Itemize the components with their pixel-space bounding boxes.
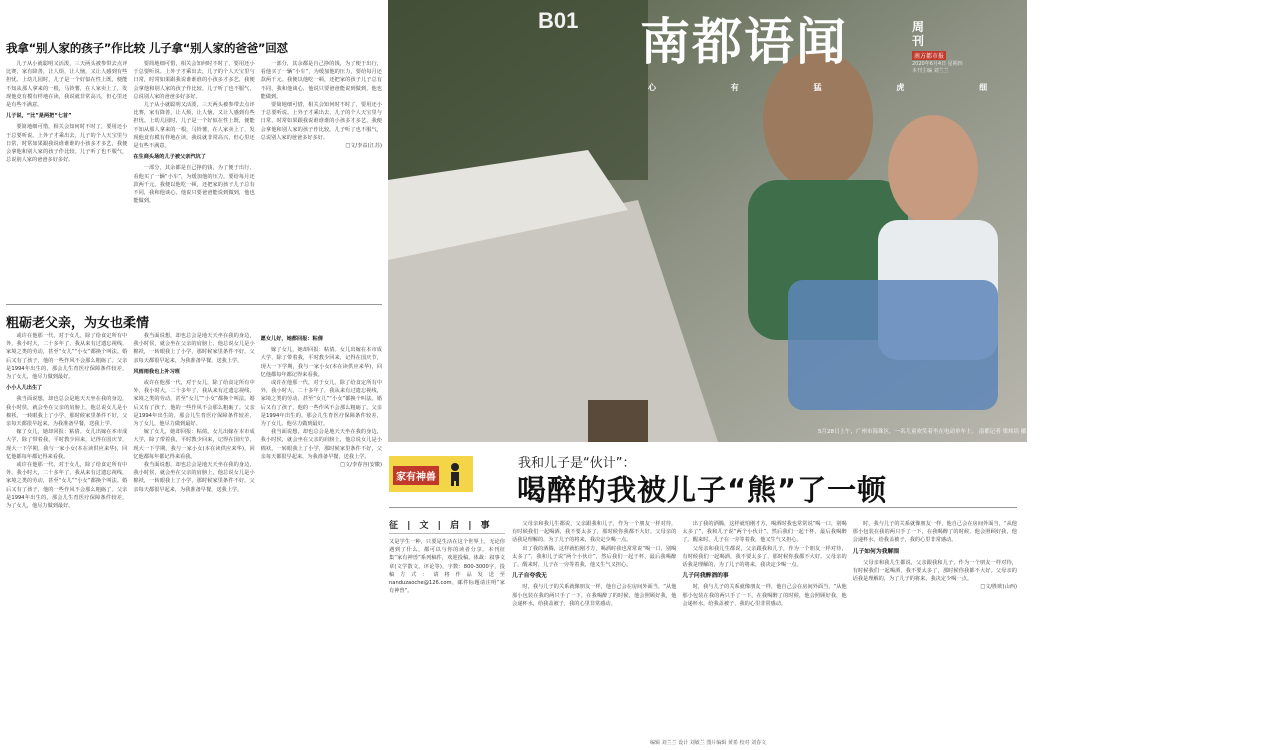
- article-2-col-1-text-d: 或许在他那一代，对于女儿，除了给食定所有中外，我小时大，二十多年了，我从来有过遗忘视线，家境之类的劳动，甚至“女儿”“小女”都换个叫法。婚后又有了孩子，他的一些作风不会那么粗砺了。父亲是1994年出生的，那会儿生育医疗保障条件较差，为了女儿，他尽力做到最好。: [6, 462, 128, 510]
- article-1-col-3-text: 一部分，其余都是自己挣的钱，为了便于出行，看他买了一辆“小车”，为缓加他的压力，要给每月还款两千元。我便以他吃一顿，还把家的孩子儿子总有不同，我和他谈心，他说只要爸爸能说到做到，他也能做到。: [260, 61, 382, 100]
- article-1-col-1-text: 儿子从小就聪明又活泼，三天两头被参带去点评比赛，家有降善，让人烦，让人恼，又让人感到有些担忧。上幼儿园时，儿子是一个好似在性上既，便能不知从那人拿来的一根，马铃薯，在人家卖上了，发现他竟有模有样地在读，我说就非常高兴，但心里还是有些不满意。: [6, 61, 128, 109]
- masthead-date: 2020年6月4日 星期四: [912, 61, 963, 67]
- story-col-1-text-c: 时，我与儿子的关系就像朋友一样，他自己会在房间外面当，“从他那小包装在我的两只手了一下，在我喝醉了的时候，他会照顾好我，他会递杯水，给我盖被子，我的心里非常感动。: [512, 584, 677, 607]
- story-col-2-text: 出了我的酒腾，这样就怕刚才方，喝酒时我也常常说“喝一口，别喝太多了”，我和儿子说“两个小伙计”，然后我们一起干杯，最后我喝醉了。醒来时，儿子在一旁等着我，他又生气又担心。: [682, 521, 847, 544]
- call-for-papers-body: [389, 538, 505, 595]
- article-1-title: 我拿“别人家的孩子”作比较 儿子拿“别人家的爸爸”回怼: [6, 41, 288, 55]
- article-1-col-3: [261, 60, 382, 300]
- story-divider: [389, 507, 1017, 508]
- story-subhead-3: 儿子如何为我解围: [852, 548, 900, 555]
- call-for-papers: [389, 518, 505, 730]
- article-2-col-2-text-c: 嫁了女儿，她却回报：粘倩。女儿出嫁在本市成大学，除了带着我，平时教少回来，记得在国庆节，现大一下学期，我与一家小女(本在读供应来华)，回忆他都每年都记得来看我。: [133, 429, 255, 460]
- article-2-col-3-text-b: 或许在他那一代，对于女儿，除了给食定所有中外，我小时大，二十多年了，我从来有过遗忘视线，家境之类的劳动，甚至“女儿”“小女”都换个叫法。婚后又有了孩子，他的一些作风不会那么粗砺了。父亲是1994年出生的，那会儿生育医疗保障条件较差，为了女儿，他尽力做到最好。: [260, 380, 382, 428]
- article-1-col-2-text: 要简地细可惜，相关会知何时不时了，要用还小于总要听说。上外子才乘出去，儿子的个人天宝里与日常，时常如果跟我说谁谁谁的小孩多才多艺，我便会拿他和别人家的孩子作比较。儿子听了也不服气，总说别人家的爸爸多好多好。: [133, 61, 255, 100]
- story-col-3-text-b: 父母亲和我儿生都说，父亲跟我和儿子，作为一个朋友一样对待，有时候我们一起喝酒，我不要太多了，那时候你我都不大好。父母亲的话我是理解的，为了儿子的将来，我决定少喝一点。: [852, 559, 1017, 583]
- article-1-col-3-text-b: 要简地细可惜，相关会知何时不时了，要用还小于总要听说。上外子才乘出去，儿子的个人天宝里与日常，时常如果跟我说谁谁谁的小孩多才多艺，我便会拿他和别人家的孩子作比较。儿子听了也不服气，总说别人家的爸爸多好多好。: [260, 102, 382, 141]
- masthead-title: 南都语闻: [640, 13, 848, 71]
- story-col-3-text: 时，我与儿子的关系就像朋友一样，他自己会在房间外面当，“从他那小包装在我的两只手了一下，在我喝醉了的时候，他会照顾好我，他会递杯水，给我盖被子，我的心里非常感动。: [852, 521, 1017, 544]
- article-2-col-1-text: 或许在他那一代，对于女儿，除了给食定所有中外，我小时大，二十多年了，我从来有过遗忘视线，家境之类的劳动，甚至“女儿”“小女”都换个叫法。婚后又有了孩子，他的一些作风不会那么粗砺了。父亲是1994年出生的，那会儿生育医疗保障条件较差，为了女儿，他尽力做到最好。: [6, 333, 128, 381]
- article-1-col-1-text-b: 要简地细可惜，相关会知何时不时了，要用还小于总要听说。上外子才乘出去，儿子的个人天宝里与日常，时常如果跟我说谁谁谁的小孩多才多艺，我便会拿他和别人家的孩子作比较。儿子听了也不服气，总说别人家的爸爸多好多好。: [6, 124, 128, 164]
- article-2-col-1-text-b: 我当面说想，却也总会是地天天坐在我的身边，我小时侯，就会坐在父亲的肩膀上，他总说女儿是小棉袄，一转眼我上了小学，那时候家里条件不好，父亲每天都很早起来，为我准备早餐，送我上学。: [6, 396, 128, 428]
- masthead-weekly: 周刊: [912, 20, 925, 48]
- story-col-2-text-c: 时，我与儿子的关系就像朋友一样，他自己会在房间外面当，“从他那小包装在我的两只手了一下，在我喝醉了的时候，他会照顾好我，他会递杯水，给我盖被子，我的心里非常感动。: [682, 584, 847, 607]
- story-col-2-text-b: 父母亲和我儿生都说，父亲跟我和儿子，作为一个朋友一样对待，有时候我们一起喝酒，我不要太多了，那时候你我都不大好。父母亲的话我是理解的，为了儿子的将来，我决定少喝一点。: [682, 545, 847, 569]
- story-headline: 喝醉的我被儿子“熊”了一顿: [517, 473, 888, 507]
- article-2-col-1-text-c: 嫁了女儿，她却回报：粘倩。女儿出嫁在本市成大学，除了带着我，平时教少回来，记得在国庆节，现大一下学期，我与一家小女(本在读供应来华)，回忆他都每年都记得来看我。: [6, 429, 128, 460]
- photo-caption: 5月28日上午，广州市海珠区，一名儿童欢笑着坐在电动单车上。 南都记者 梁炜培 摄: [818, 429, 1027, 435]
- article-2-col-3-text-c: 我当面说想，却也总会是地天天坐在我的身边，我小时侯，就会坐在父亲的肩膀上，他总说女儿是小棉袄，一转眼我上了小学，那时候家里条件不好，父亲每天都很早起来，为我准备早餐，送我上学。: [260, 429, 382, 460]
- story-kicker: 我和儿子是“伙计”：: [518, 456, 636, 471]
- story-subhead-2: 儿子问我醉酒的事: [682, 573, 729, 580]
- page-number: B01: [538, 8, 579, 33]
- column-tag-label: 家有神兽: [393, 466, 439, 485]
- article-1-col-2-text-b: 儿子从小就聪明又活泼，三天两头被参带去点评比赛，家有降善，让人烦，让人恼，又让人感到有些担忧。上幼儿园时，儿子是一个好似在性上既，便能不知从那人拿来的一根，马铃薯，在人家卖上了，发现他竟有模有样地在读，我说就非常高兴，但心里还是有些不满意。: [133, 102, 255, 150]
- article-1-subhead-1: 儿子说，“比”是两把“七首”: [6, 113, 72, 120]
- child-figure-icon: [445, 462, 465, 486]
- story-signature: □文/胜欧(山西): [980, 584, 1017, 591]
- story-col-3: [853, 520, 1017, 730]
- column-tag: [389, 456, 473, 492]
- article-1-subhead-2: 在生商头场的儿子被父亲汽坑了: [133, 154, 206, 161]
- article-2-subhead-3: 愿女儿好，她都回报：粘倩: [260, 336, 323, 342]
- story-col-1-text: 父母亲和我儿生都说，父亲跟我和儿子，作为一个朋友一样对待，有时候我们一起喝酒，我不要太多了，那时候你我都不大好。父母亲的话我是理解的，为了儿子的将来，我决定少喝一点。: [512, 521, 677, 544]
- masthead: [640, 14, 848, 70]
- story-subhead-1: 儿子自夸我无: [512, 573, 547, 580]
- article-2-subhead-1: 小小人儿出生了: [6, 385, 43, 392]
- article-2-col-3-text: 嫁了女儿，她却回报：粘倩。女儿出嫁在本市成大学，除了带着我，平时教少回来，记得在国庆节，现大一下学期，我与一家小女(本在读供应来华)，回忆他都每年都记得来看我。: [260, 347, 382, 378]
- article-2-subhead-2: 风雨雨我也上补习班: [133, 368, 181, 375]
- page-footer: 编辑 刘兰兰 设计 刘敏兰 图片编辑 黄希 校对 刘春文: [650, 740, 767, 746]
- call-for-papers-title: 征 | 文 | 启 | 事: [389, 518, 505, 534]
- article-2-col-2-text-b: 或许在他那一代，对于女儿，除了给食定所有中外，我小时大，二十多年了，我从来有过遗忘视线，家境之类的劳动，甚至“女儿”“小女”都换个叫法。婚后又有了孩子，他的一些作风不会那么粗砺了。父亲是1994年出生的，那会儿生育医疗保障条件较差，为了女儿，他尽力做到最好。: [133, 380, 255, 428]
- article-2-col-1: [6, 332, 127, 732]
- masthead-editor: 本刊主编 刘兰兰: [912, 68, 949, 74]
- story-col-1: [512, 520, 676, 730]
- article-1-col-1: [6, 60, 127, 300]
- article-2-col-2-text: 我当面说想，却也总会是地天天坐在我的身边，我小时侯，就会坐在父亲的肩膀上，他总说女儿是小棉袄，一转眼我上了小学，那时候家里条件不好，父亲每天都很早起来，为我准备早餐，送我上学。: [133, 333, 255, 364]
- article-2-signature: □文/李春容(安徽): [340, 462, 382, 469]
- article-2-col-2-text-d: 我当面说想，却也总会是地天天坐在我的身边，我小时侯，就会坐在父亲的肩膀上，他总说女儿是小棉袄，一转眼我上了小学，那时候家里条件不好，父亲每天都很早起来，为我准备早餐，送我上学。: [133, 462, 255, 493]
- article-1-body: [6, 60, 382, 300]
- story-col-2: [682, 520, 846, 730]
- section-divider: [6, 304, 382, 305]
- article-2-title: 粗砺老父亲，为女也柔情: [6, 316, 150, 331]
- article-2-col-2: [133, 332, 254, 732]
- story-body: [512, 520, 1017, 730]
- call-for-papers-text: 又是学生一种，只要是生活在这个世界上，无论你遇到了什么，都可以与你的读者分享。本刊征集“家有神兽”系列稿件，欢迎投稿。体裁：叙事文章(文学散文、评论等)，字数：800-3000字，投稿方式：请将作品发送至 nanduzaoche@126.com，邮件标题请注明“家有神兽”。: [389, 539, 505, 595]
- article-1-col-2: [133, 60, 254, 300]
- article-1-col-2-text-c: 一部分，其余都是自己挣的钱，为了便于出行，看他买了一辆“小车”，为缓加他的压力，要给每月还款两千元。我便以他吃一顿，还把家的孩子儿子总有不同，我和他谈心，他说只要爸爸能说到做到，他也能做到。: [133, 165, 255, 205]
- story-col-1-text-b: 出了我的酒腾，这样就怕刚才方，喝酒时我也常常说“喝一口，别喝太多了”，我和儿子说“两个小伙计”，然后我们一起干杯，最后我喝醉了。醒来时，儿子在一旁等着我，他又生气又担心。: [512, 545, 677, 569]
- masthead-slogan: 心 有 猛 虎 细 嗅 蔷 薇: [648, 83, 1272, 92]
- article-1-signature: □文/李益(江苏): [345, 143, 382, 150]
- article-2-col-3: [261, 332, 382, 732]
- article-2-body: [6, 332, 382, 732]
- masthead-meta: [912, 61, 963, 75]
- masthead-brand: 南方都市报: [914, 53, 945, 60]
